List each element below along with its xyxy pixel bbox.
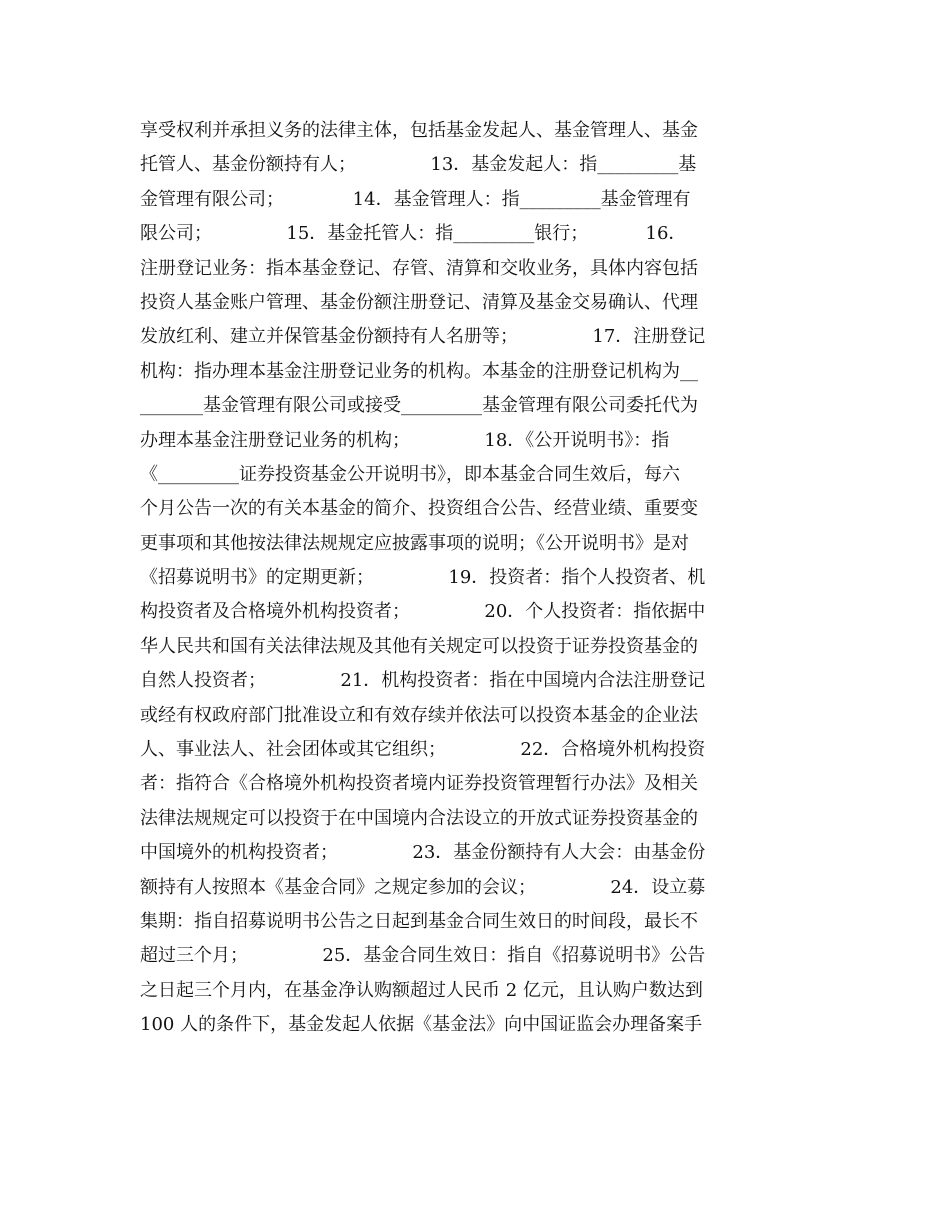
text-line: 更事项和其他按法律法规规定应披露事项的说明；《公开说明书》是对 (140, 532, 689, 554)
text-line: 100 人的条件下，基金发起人依据《基金法》向中国证监会办理备案手 (140, 1014, 703, 1036)
text-line: _______基金管理有限公司或接受_________基金管理有限公司委托代为 (140, 395, 698, 417)
body-text (140, 114, 820, 1043)
text-line: 《_________证券投资基金公开说明书》，即本基金合同生效后，每六 (140, 463, 680, 485)
text-line: 个月公告一次的有关本基金的简介、投资组合公告、经营业绩、重要变 (140, 498, 698, 520)
text-line: 《招募说明书》的定期更新； 19．投资者：指个人投资者、机 (140, 567, 706, 589)
text-line: 投资人基金账户管理、基金份额注册登记、清算及基金交易确认、代理 (140, 291, 698, 313)
text-line: 托管人、基金份额持有人； 13．基金发起人：指_________基 (140, 154, 697, 176)
text-line: 享受权利并承担义务的法律主体，包括基金发起人、基金管理人、基金 (140, 120, 698, 141)
text-line: 人、事业法人、社会团体或其它组织； 22．合格境外机构投资 (140, 739, 706, 761)
text-line: 者：指符合《合格境外机构投资者境内证券投资管理暂行办法》及相关 (140, 773, 698, 795)
text-line: 机构：指办理本基金注册登记业务的机构。本基金的注册登记机构为__ (140, 360, 698, 382)
text-line: 之日起三个月内，在基金净认购额超过人民币 2 亿元，且认购户数达到 (140, 979, 703, 1001)
text-line: 或经有权政府部门批准设立和有效存续并依法可以投资本基金的企业法 (140, 704, 698, 726)
text-line: 构投资者及合格境外机构投资者； 20．个人投资者：指依据中 (140, 601, 706, 623)
text-line: 额持有人按照本《基金合同》之规定参加的会议； 24．设立募 (140, 876, 706, 898)
text-line: 发放红利、建立并保管基金份额持有人名册等； 17．注册登记 (140, 326, 706, 348)
text-line: 法律法规规定可以投资于在中国境内合法设立的开放式证券投资基金的 (140, 807, 698, 829)
text-line: 华人民共和国有关法律法规及其他有关规定可以投资于证券投资基金的 (140, 635, 698, 657)
text-line: 限公司； 15．基金托管人：指_________银行； 16． (140, 223, 687, 245)
text-line: 超过三个月； 25．基金合同生效日：指自《招募说明书》公告 (140, 945, 706, 967)
text-line: 注册登记业务：指本基金登记、存管、清算和交收业务，具体内容包括 (140, 257, 698, 279)
text-line: 办理本基金注册登记业务的机构； 18．《公开说明书》：指 (140, 429, 670, 451)
text-line: 金管理有限公司； 14．基金管理人：指_________基金管理有 (140, 188, 691, 210)
text-line: 自然人投资者； 21．机构投资者：指在中国境内合法注册登记 (140, 670, 706, 692)
text-line: 集期：指自招募说明书公告之日起到基金合同生效日的时间段，最长不 (140, 910, 698, 932)
text-line: 中国境外的机构投资者； 23．基金份额持有人大会：由基金份 (140, 842, 706, 864)
